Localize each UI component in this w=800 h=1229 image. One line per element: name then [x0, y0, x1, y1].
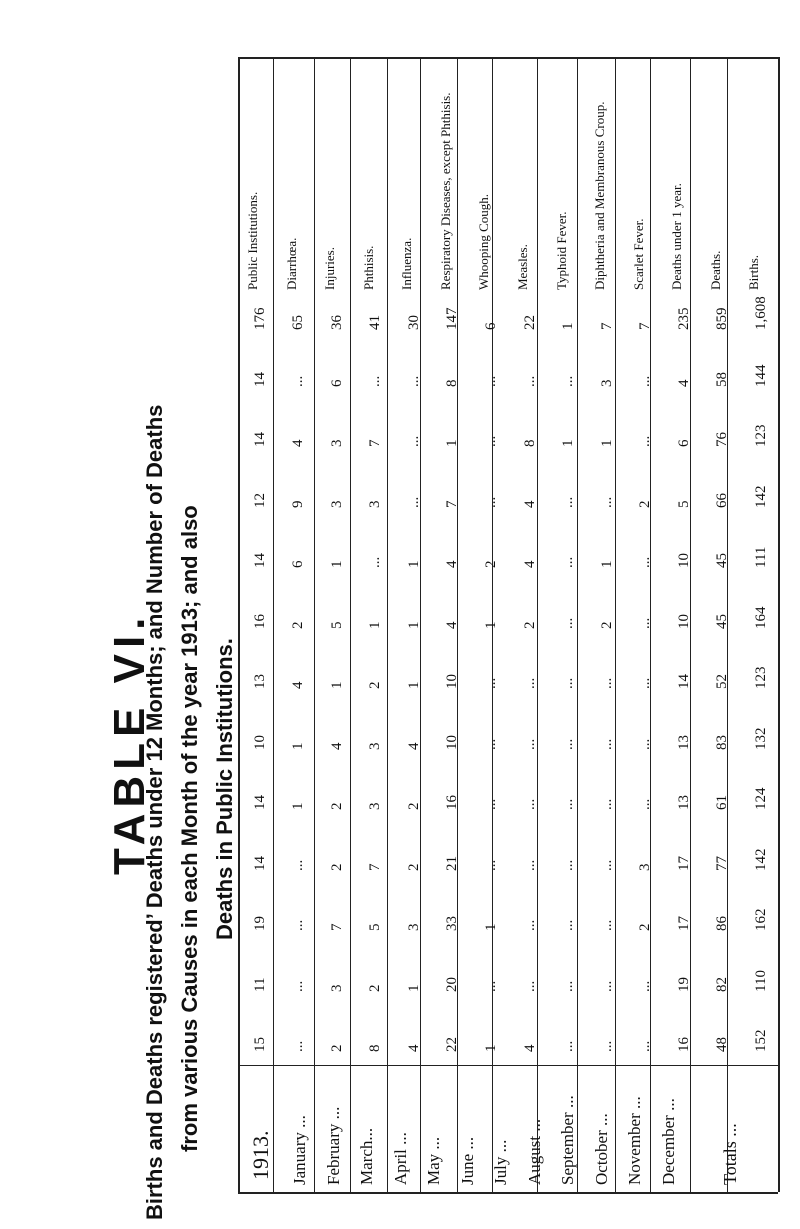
table-cell: 2: [405, 863, 422, 871]
table-cell: 22: [444, 1037, 461, 1052]
table-cell: 11: [251, 977, 268, 992]
totals-cell: 6: [482, 322, 499, 330]
year-label: 1913.: [248, 1130, 273, 1180]
table-cell: 76: [714, 432, 731, 447]
table-cell: ...: [290, 859, 307, 871]
table-cell: 124: [752, 787, 769, 810]
table-cell: 1: [482, 621, 499, 629]
column-rule: [387, 57, 388, 1192]
table-cell: ...: [560, 375, 577, 387]
column-header-6: Measles.: [514, 244, 530, 290]
table-cell: 66: [714, 492, 731, 508]
table-cell: 16: [444, 795, 461, 810]
table-cell: 144: [752, 364, 769, 387]
table-cell: 1: [328, 681, 345, 689]
table-cell: 17: [675, 855, 692, 871]
table-bottom-rule: [238, 1192, 778, 1194]
table-cell: 10: [675, 613, 692, 629]
table-cell: ...: [598, 738, 615, 750]
table-cell: 123: [752, 424, 769, 447]
table-cell: 3: [328, 439, 345, 447]
table-cell: 10: [444, 674, 461, 689]
table-cell: 4: [675, 379, 692, 387]
table-cell: 2: [405, 802, 422, 810]
totals-label: Totals ...: [720, 1123, 740, 1185]
table-cell: 1: [444, 439, 461, 447]
table-cell: 132: [752, 727, 769, 750]
table-cell: 10: [675, 553, 692, 568]
table-cell: ...: [521, 677, 538, 689]
totals-cell: 22: [521, 315, 538, 330]
totals-cell: 176: [251, 307, 268, 330]
totals-cell: 36: [328, 315, 345, 330]
column-header-2: Deaths under 1 year.: [669, 183, 685, 290]
table-cell: ...: [521, 738, 538, 750]
table-cell: 83: [714, 734, 731, 750]
table-cell: 2: [598, 621, 615, 629]
column-rule: [350, 57, 351, 1192]
table-cell: ...: [521, 919, 538, 931]
table-cell: ...: [405, 435, 422, 447]
table-cell: 2: [521, 621, 538, 629]
table-cell: 2: [367, 984, 384, 992]
table-cell: 164: [752, 606, 769, 629]
table-cell: 86: [714, 916, 731, 931]
table-cell: ...: [521, 980, 538, 992]
table-cell: 4: [521, 560, 538, 568]
table-cell: 110: [752, 969, 769, 992]
totals-cell: 147: [444, 307, 461, 330]
table-cell: ...: [482, 980, 499, 992]
table-cell: ...: [598, 1040, 615, 1052]
table-cell: 8: [367, 1044, 384, 1052]
table-cell: 2: [328, 863, 345, 871]
table-cell: 5: [367, 923, 384, 931]
month-column-rule: [238, 1065, 778, 1066]
table-cell: ...: [560, 1040, 577, 1052]
column-header-1: Deaths.: [707, 250, 723, 290]
table-cell: ...: [637, 1040, 654, 1052]
month-label: May ...: [424, 1136, 443, 1185]
table-cell: ...: [560, 617, 577, 629]
title-line-1: Births and Deaths registered’ Deaths under 12 Months; and Number of Deaths: [142, 404, 167, 1220]
table-cell: ...: [560, 798, 577, 810]
column-rule: [238, 57, 240, 1192]
column-header-5: Typhoid Fever.: [553, 211, 569, 290]
table-cell: 3: [598, 379, 615, 387]
table-cell: ...: [405, 496, 422, 508]
table-cell: 3: [405, 923, 422, 931]
table-cell: ...: [637, 738, 654, 750]
totals-cell: 1,608: [752, 296, 769, 330]
table-cell: 162: [752, 908, 769, 931]
table-cell: ...: [367, 556, 384, 568]
table-cell: ...: [521, 375, 538, 387]
table-cell: 9: [290, 500, 307, 508]
month-label: September ...: [558, 1095, 577, 1185]
month-label: October ...: [591, 1113, 611, 1185]
title-line-3: Deaths in Public Institutions.: [212, 638, 237, 940]
table-cell: 20: [444, 976, 461, 992]
column-rule: [314, 57, 315, 1192]
table-cell: 8: [521, 439, 538, 447]
table-cell: 1: [290, 802, 307, 810]
table-cell: ...: [637, 375, 654, 387]
table-cell: 123: [752, 666, 769, 689]
table-cell: ...: [482, 738, 499, 750]
table-cell: 4: [290, 681, 307, 689]
column-rule: [273, 57, 274, 1192]
table-cell: 1: [405, 984, 422, 992]
table-cell: 3: [637, 863, 654, 871]
table-cell: ...: [598, 919, 615, 931]
table-cell: ...: [560, 738, 577, 750]
table-cell: 1: [482, 1044, 499, 1052]
totals-cell: 30: [405, 315, 422, 330]
table-cell: 1: [290, 742, 307, 750]
table-cell: ...: [598, 677, 615, 689]
table-cell: 3: [367, 742, 384, 750]
table-cell: ...: [560, 859, 577, 871]
table-cell: 5: [328, 621, 345, 629]
table-cell: 14: [675, 674, 692, 689]
table-cell: ...: [367, 375, 384, 387]
table-cell: 4: [405, 1044, 422, 1052]
table-cell: ...: [521, 859, 538, 871]
table-cell: 45: [714, 613, 731, 629]
table-cell: 4: [521, 1044, 538, 1052]
table-cell: ...: [637, 677, 654, 689]
table-cell: 2: [328, 802, 345, 810]
month-label: April ...: [390, 1132, 410, 1185]
table-cell: ...: [405, 375, 422, 387]
month-label: February ...: [323, 1106, 343, 1185]
column-header-11: Injuries.: [322, 247, 338, 290]
table-cell: 7: [444, 500, 461, 508]
column-header-4: Diphtheria and Membranous Croup.: [592, 101, 608, 290]
table-cell: 1: [405, 560, 422, 568]
totals-cell: 41: [367, 315, 384, 330]
month-label: July ...: [491, 1139, 510, 1185]
column-header-13: Public Institutions.: [244, 191, 260, 290]
table-cell: 48: [714, 1037, 731, 1052]
table-cell: 5: [675, 500, 692, 508]
table-cell: 4: [521, 500, 538, 508]
table-cell: 142: [752, 848, 769, 871]
table-cell: 4: [444, 621, 461, 629]
table-cell: 2: [637, 923, 654, 931]
table-cell: 2: [637, 500, 654, 508]
table-cell: 111: [752, 546, 769, 568]
table-cell: 3: [367, 802, 384, 810]
table-cell: 4: [328, 742, 345, 750]
month-label: June ...: [457, 1136, 477, 1185]
month-label: December ...: [658, 1098, 678, 1185]
column-rule: [577, 57, 578, 1192]
table-cell: 7: [367, 439, 384, 447]
table-cell: 12: [251, 492, 268, 508]
table-cell: 1: [598, 439, 615, 447]
table-cell: 2: [328, 1044, 345, 1052]
table-cell: 152: [752, 1029, 769, 1052]
table-cell: 1: [367, 621, 384, 629]
table-cell: 4: [405, 742, 422, 750]
table-cell: ...: [290, 980, 307, 992]
month-label: November ...: [625, 1096, 644, 1185]
table-cell: 13: [675, 795, 692, 810]
table-cell: 21: [444, 855, 461, 871]
table-cell: 13: [251, 674, 268, 689]
month-label: January ...: [290, 1115, 309, 1185]
table-cell: ...: [637, 556, 654, 568]
table-cell: 8: [444, 379, 461, 387]
table-cell: ...: [637, 435, 654, 447]
totals-cell: 1: [560, 322, 577, 330]
table-cell: ...: [598, 980, 615, 992]
column-header-7: Whooping Cough.: [476, 193, 492, 290]
table-cell: ...: [560, 677, 577, 689]
table-cell: 15: [251, 1037, 268, 1052]
table-cell: 4: [290, 439, 307, 447]
column-header-9: Influenza.: [399, 237, 415, 290]
table-cell: ...: [560, 980, 577, 992]
table-cell: 52: [714, 674, 731, 689]
table-cell: 14: [251, 432, 268, 447]
table-cell: 45: [714, 553, 731, 568]
table-cell: 1: [482, 923, 499, 931]
table-cell: 14: [251, 795, 268, 810]
column-header-8: Respiratory Diseases, except Phthisis.: [437, 92, 453, 290]
table-cell: ...: [560, 919, 577, 931]
totals-cell: 65: [290, 315, 307, 330]
table-cell: 6: [290, 560, 307, 568]
table-cell: ...: [290, 375, 307, 387]
table-cell: ...: [637, 617, 654, 629]
table-cell: 14: [251, 855, 268, 871]
table-cell: ...: [482, 435, 499, 447]
table-cell: 1: [328, 560, 345, 568]
table-cell: 14: [251, 371, 268, 387]
table-cell: 4: [444, 560, 461, 568]
table-cell: 17: [675, 916, 692, 931]
table-cell: 14: [251, 553, 268, 568]
column-rule: [778, 57, 780, 1192]
month-label: August ...: [524, 1118, 544, 1185]
table-cell: ...: [290, 1040, 307, 1052]
column-header-3: Scarlet Fever.: [630, 218, 646, 290]
column-header-10: Phthisis.: [360, 245, 376, 290]
table-cell: 10: [251, 734, 268, 750]
table-cell: ...: [560, 496, 577, 508]
table-cell: 33: [444, 916, 461, 931]
table-cell: 82: [714, 976, 731, 992]
table-cell: 2: [482, 560, 499, 568]
table-cell: ...: [598, 798, 615, 810]
totals-cell: 7: [598, 322, 615, 330]
column-header-12: Diarrhœa.: [283, 237, 299, 290]
table-cell: 1: [405, 681, 422, 689]
table-cell: ...: [637, 798, 654, 810]
table-cell: ...: [290, 919, 307, 931]
table-cell: ...: [482, 496, 499, 508]
table-cell: ...: [637, 980, 654, 992]
table-cell: 10: [444, 734, 461, 750]
table-cell: 1: [560, 439, 577, 447]
table-cell: 6: [675, 439, 692, 447]
table-cell: 142: [752, 485, 769, 508]
table-cell: ...: [482, 798, 499, 810]
table-cell: 1: [598, 560, 615, 568]
totals-cell: 7: [637, 322, 654, 330]
table-cell: 13: [675, 734, 692, 750]
table-cell: ...: [598, 859, 615, 871]
table-cell: 2: [290, 621, 307, 629]
title-line-2: from various Causes in each Month of the year 1913; and also: [177, 505, 202, 1152]
table-cell: ...: [598, 496, 615, 508]
table-cell: ...: [482, 375, 499, 387]
totals-cell: 235: [675, 307, 692, 330]
table-cell: 7: [367, 863, 384, 871]
month-label: March...: [357, 1127, 376, 1185]
table-cell: 1: [405, 621, 422, 629]
table-cell: 3: [328, 984, 345, 992]
table-cell: 3: [367, 500, 384, 508]
table-cell: 19: [251, 916, 268, 931]
table-cell: 3: [328, 500, 345, 508]
table-cell: 16: [675, 1037, 692, 1052]
table-cell: 77: [714, 855, 731, 871]
table-cell: ...: [482, 677, 499, 689]
table-cell: 19: [675, 976, 692, 992]
table-top-rule: [238, 57, 778, 59]
table-cell: 58: [714, 371, 731, 387]
spacer: [238, 1132, 239, 1133]
table-cell: ...: [521, 798, 538, 810]
table-cell: 2: [367, 681, 384, 689]
spacer: [238, 197, 239, 198]
table-cell: ...: [482, 859, 499, 871]
table-cell: 7: [328, 923, 345, 931]
column-header-0: Births.: [746, 254, 762, 290]
totals-cell: 859: [714, 307, 731, 330]
table-cell: 6: [328, 379, 345, 387]
table-cell: 16: [251, 613, 268, 629]
table-heading: TABLE VI.: [105, 611, 154, 875]
table-cell: 61: [714, 795, 731, 810]
table-cell: ...: [560, 556, 577, 568]
